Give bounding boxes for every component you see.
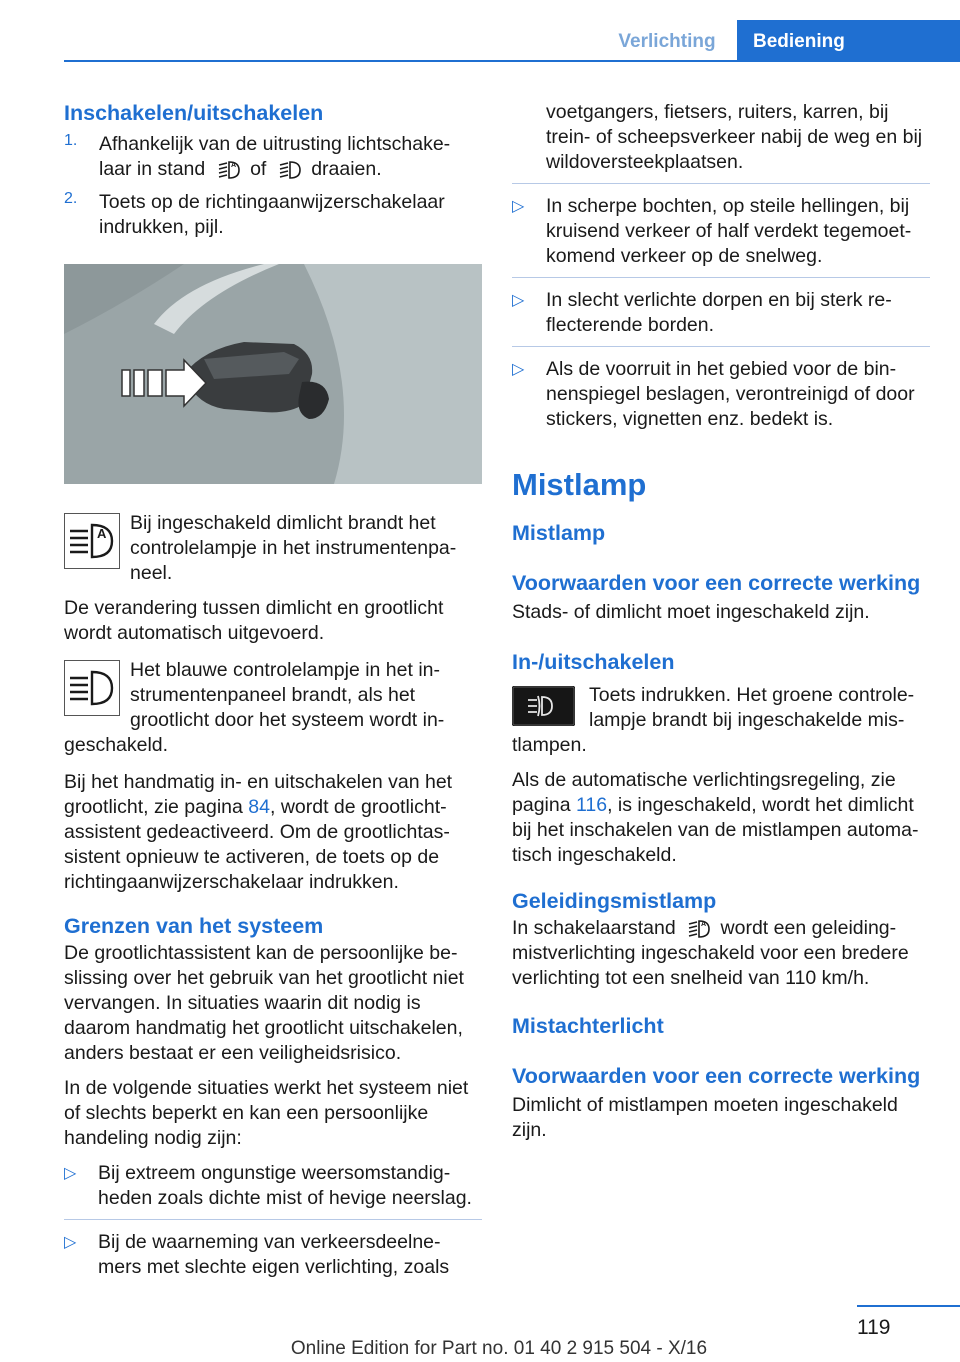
bullet-road-users <box>64 1230 482 1280</box>
heading-grenzen: Grenzen van het systeem <box>64 914 324 938</box>
auto-light-icon <box>211 159 245 181</box>
para-auto-b: , is ingeschakeld, wordt het dimlicht bij het inschakelen van de mistlampen automa-tisch ingeschakeld. <box>512 794 919 866</box>
header-chapter-tab[interactable]: Bediening <box>737 20 960 62</box>
step-1-number: 1. <box>64 132 78 149</box>
info-text-low-beam: Bij ingeschakeld dimlicht brandt het controlelampje in het instrumentenpa-neel. <box>130 512 457 584</box>
para-auto-light <box>512 768 930 868</box>
fog-lamp-info <box>512 683 930 758</box>
para-auto-a: Als de automatische verlichtingsregeling, zie pagina <box>512 769 896 816</box>
info-indicator-high <box>64 658 482 758</box>
bullet-separator <box>512 346 930 347</box>
guide-fog-b: wordt een geleiding-mistverlichting ingeschakeld voor een bredere verlichting tot een snelheid van 110 km/h. <box>512 917 909 989</box>
para-manual <box>64 770 482 895</box>
para-manual-a: Bij het handmatig in- en uitschakelen van het grootlicht, zie pagina <box>64 771 453 818</box>
step-1 <box>64 132 482 182</box>
page-link-84[interactable]: 84 <box>248 796 270 818</box>
high-beam-assist-icon <box>64 513 120 569</box>
bullet-road-users-text: Bij de waarneming van verkeersdeelne-mers met slechte eigen verlichting, zoals <box>98 1231 450 1278</box>
heading-onoff: In-/uitschakelen <box>512 650 675 674</box>
para-automatic-change: De verandering tussen dimlicht en grootlicht wordt automatisch uitgevoerd. <box>64 597 444 644</box>
right-column <box>512 100 930 1143</box>
svg-text:A: A <box>701 920 707 928</box>
header-section-tab[interactable]: Verlichting <box>618 31 716 52</box>
step-2-number: 2. <box>64 190 78 207</box>
left-column <box>64 100 482 1280</box>
bullet-marker: ▷ <box>64 1234 77 1251</box>
bullet-separator <box>512 277 930 278</box>
step-2 <box>64 190 482 240</box>
svg-text:A: A <box>230 161 236 169</box>
edition-footer: Online Edition for Part no. 01 40 2 915 504 - X/16 <box>290 1338 708 1359</box>
bullet-weather <box>64 1161 482 1211</box>
title-mistlamp: Mistlamp <box>512 467 647 502</box>
header-rule <box>64 60 960 62</box>
heading-requirements: Voorwaarden voor een correcte werking <box>512 571 921 595</box>
page-number: 119 <box>857 1316 891 1339</box>
guide-fog-a: In schakelaarstand <box>512 917 676 939</box>
bullet-marker: ▷ <box>512 292 525 309</box>
rear-fog-text: Dimlicht of mistlampen moeten ingeschakeld zijn. <box>512 1094 898 1141</box>
low-beam-icon <box>272 159 306 181</box>
step-1-text-c: draaien. <box>311 158 382 180</box>
bullet-bends <box>512 194 930 269</box>
step-1-line2 <box>99 157 482 182</box>
subtitle-mistlamp: Mistlamp <box>512 521 606 545</box>
svg-text:A: A <box>97 526 107 541</box>
heading-guide-fog: Geleidingsmistlamp <box>512 889 717 913</box>
step-2-text: Toets op de richtingaanwijzerschakelaar indrukken, pijl. <box>99 191 445 238</box>
heading-rear-fog: Mistachterlicht <box>512 1014 664 1038</box>
requirements-text: Stads- of dimlicht moet ingeschakeld zijn. <box>512 601 870 623</box>
heading-inschakelen: Inschakelen/uitschakelen <box>64 101 324 125</box>
bullet-weather-text: Bij extreem ongunstige weersomstandig-heden zoals dichte mist of hevige neerslag. <box>98 1162 472 1209</box>
step-1-text-a: laar in stand <box>99 158 206 180</box>
step-1-text-b: of <box>250 158 267 180</box>
fog-lamp-text: Toets indrukken. Het groene controle-lampje brandt bij ingeschakelde mis-tlampen. <box>512 684 915 756</box>
heading-requirements-2: Voorwaarden voor een correcte werking <box>512 1064 921 1088</box>
fog-lamp-button-icon <box>512 686 575 726</box>
bullet-bends-text: In scherpe bochten, op steile hellingen, bij kruisend verkeer of half verdekt tegemoet-komend verkeer op de snelweg. <box>546 195 912 267</box>
page-link-116[interactable]: 116 <box>575 794 608 816</box>
para-manual-b: , wordt de grootlicht-assistent gedeactiveerd. Om de grootlichtas-sistent opnieuw te activeren, de toets op de richtingaanwijzerschakelaar indrukken. <box>64 796 450 893</box>
bullet-windshield-text: Als de voorruit in het gebied voor de bin-nenspiegel beslagen, verontreinigd of door stickers, vignetten enz. bedekt is. <box>546 358 915 430</box>
info-indicator-auto <box>64 511 482 586</box>
para-situations: In de volgende situaties werkt het systeem niet of slechts beperkt en kan een persoonlijke handeling nodig zijn: <box>64 1077 469 1149</box>
bullet-marker: ▷ <box>64 1165 77 1182</box>
bullet-continuation: voetgangers, fietsers, ruiters, karren, bij trein- of scheepsverkeer nabij de weg en bij wildoversteekplaatsen. <box>546 101 923 173</box>
step-1-line1: Afhankelijk van de uitrusting lichtschake- <box>99 133 451 155</box>
bullet-separator <box>64 1219 482 1220</box>
high-beam-icon <box>64 660 120 716</box>
guide-fog-text <box>512 916 930 991</box>
bullet-villages-text: In slecht verlichte dorpen en bij sterk re-flecterende borden. <box>546 289 892 336</box>
bullet-separator <box>512 183 930 184</box>
auto-light-icon <box>681 918 715 940</box>
turn-signal-lever-photo <box>64 264 482 484</box>
info-text-blue-lamp: Het blauwe controlelampje in het in-strumentenpaneel brandt, als het grootlicht door het systeem wordt in-geschakeld. <box>64 659 445 756</box>
bullet-windshield <box>512 357 930 432</box>
footer-rule <box>857 1305 960 1307</box>
bullet-villages <box>512 288 930 338</box>
bullet-marker: ▷ <box>512 361 525 378</box>
bullet-marker: ▷ <box>512 198 525 215</box>
para-limits: De grootlichtassistent kan de persoonlijke be-slissing over het gebruik van het grootlicht niet vervangen. In situaties waarin dit nodig is daarom handmatig het grootlicht uitschakelen, anders bestaat er een veiligheidsrisico. <box>64 942 464 1064</box>
